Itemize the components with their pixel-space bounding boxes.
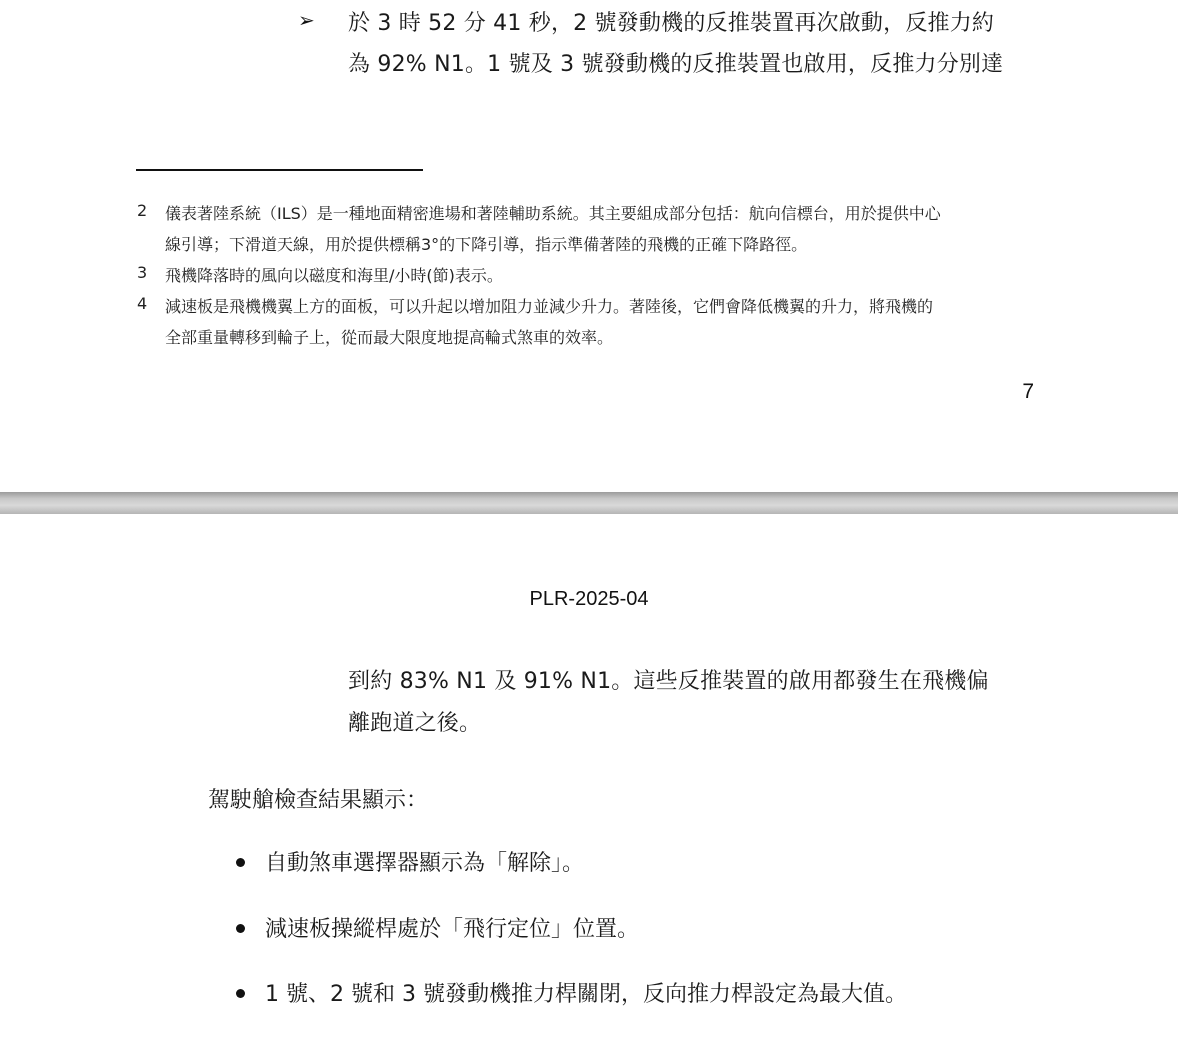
footnote-number: 3 [137,263,148,282]
page-number: 7 [1022,380,1034,403]
list-item-text: 自動煞車選擇器顯示為「解除」。 [265,851,585,876]
arrow-bullet-icon: ➢ [298,8,315,32]
paragraph-line: 於 3 時 52 分 41 秒，2 號發動機的反推裝置再次啟動，反推力約 [348,11,995,36]
document-page-7 [0,0,1178,492]
list-item-text: 1 號、2 號和 3 號發動機推力桿關閉，反向推力桿設定為最大值。 [265,982,907,1007]
paragraph-line: 到約 83% N1 及 91% N1。這些反推裝置的啟用都發生在飛機偏 [348,669,989,694]
list-item [236,977,907,1008]
list-item [236,912,639,943]
paragraph-line: 離跑道之後。 [348,711,482,736]
footnote-line: 減速板是飛機機翼上方的面板，可以升起以增加阻力並減少升力。著陸後，它們會降低機翼的升力，將飛機的 [165,297,934,316]
footnote-number: 2 [137,201,148,220]
document-page-8 [0,514,1178,1040]
paragraph-line: 為 92% N1。1 號及 3 號發動機的反推裝置也啟用，反推力分別達 [348,52,1004,77]
footnote-line: 儀表著陸系統（ILS）是一種地面精密進場和著陸輔助系統。其主要組成部分包括：航向信標台，用於提供中心 [165,204,941,223]
document-header: PLR-2025-04 [529,588,649,610]
list-item-text: 減速板操縱桿處於「飛行定位」位置。 [265,917,640,942]
footnote-separator [136,169,423,171]
bullet-dot-icon [236,924,245,933]
footnote-line: 線引導；下滑道天線，用於提供標稱3°的下降引導，指示準備著陸的飛機的正確下降路徑。 [165,235,808,254]
footnote-line: 飛機降落時的風向以磁度和海里/小時(節)表示。 [165,266,503,285]
footnote-number: 4 [137,294,148,313]
page-separator [0,492,1178,514]
bullet-dot-icon [236,989,245,998]
bullet-dot-icon [236,858,245,867]
list-item [236,846,584,877]
section-intro: 駕駛艙檢查結果顯示： [208,788,429,813]
footnote-line: 全部重量轉移到輪子上，從而最大限度地提高輪式煞車的效率。 [165,328,614,347]
